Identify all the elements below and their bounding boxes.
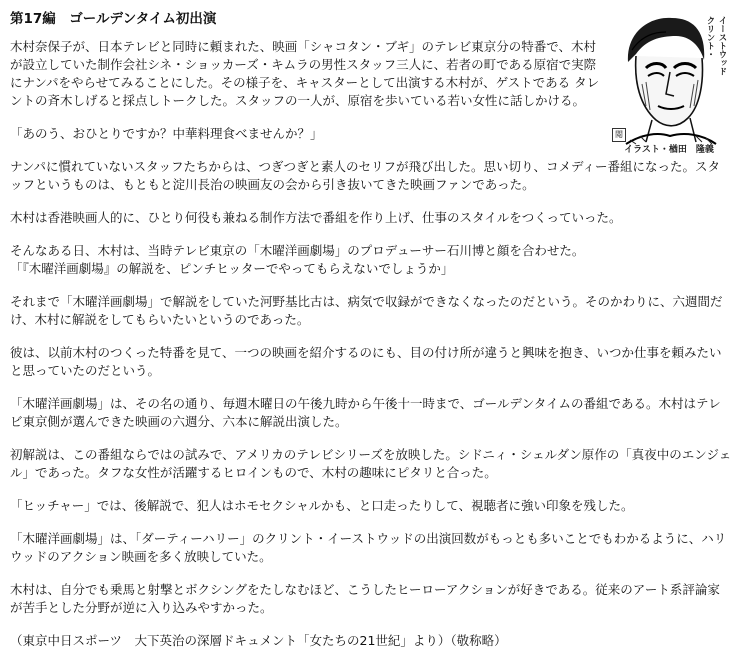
paragraph: 木村は、自分でも乗馬と射撃とボクシングをたしなむほど、こうしたヒーローアクションが好きである。従来のアート系評論家が苦手とした分野が逆に入り込みやすかった。 [10,582,720,615]
paragraph: それまで「木曜洋画劇場」で解説をしていた河野基比古は、病気で収録ができなくなったのだという。そのかわりに、六週間だけ、木村に解説をしてもらいたいというのであった。 [10,294,723,327]
illustration-label-line1: クリント・ [705,16,715,59]
paragraph: そんなある日、木村は、当時テレビ東京の「木曜洋画劇場」のプロデューサー石川博と顔を合わせた。 「『木曜洋画劇場』の解説を、ピンチヒッターでやってもらえないでしょうか」 [10,243,585,276]
paragraph: 彼は、以前木村のつくった特番を見て、一つの映画を紹介するのにも、目の付け所が違うと興味を抱き、いつか仕事を頼みたいと思っていたのだという。 [10,345,722,378]
paragraph: 「木曜洋画劇場」は、「ダーティーハリー」のクリント・イーストウッドの出演回数がもっとも多いことでもわかるように、ハリウッドのアクション映画を多く放映していた。 [10,531,727,564]
paragraph: 木村奈保子が、日本テレビと同時に頼まれた、映画「シャコタン・ブギ」のテレビ東京分の特番で、木村が設立していた制作会社シネ・ショッカーズ・キムラの男性スタッフ三人に、若者の町である原宿で実際にナンパをやらせてみることにした。その様子を、キャスターとして出演する木村が、ゲストである タレントの斉木しげると採点しトークした。スタッフの一人が、原宿を歩いている若い女性に話しかける。 [10,39,600,108]
illustration-caption: イラスト・楢田 隆義 [624,145,714,155]
paragraph: ナンパに慣れていないスタッフたちからは、つぎつぎと素人のセリフが飛び出した。思い切り、コメディー番組になった。スタッフというものは、もともと淀川長治の映画友の会から引き抜いてきた映画ファンであった。 [10,159,721,192]
paragraph: 「あのう、おひとりですか？中華料理食べませんか？」 [10,126,323,141]
portrait-illustration [606,10,732,156]
article [10,10,732,665]
paragraph: 初解説は、この番組ならではの試みで、アメリカのテレビシリーズを放映した。シドニィ・シェルダン原作の「真夜中のエンジェル」であった。タフな女性が活躍するヒロインもので、木村の趣味にピタリと合った。 [10,447,732,480]
paragraph: 「ヒッチャー」では、後解説で、犯人はホモセクシャルかも、と口走ったりして、視聴者に強い印象を残した。 [10,498,634,513]
illustration-label-line2: イーストウッド [717,16,727,76]
paragraph: 「木曜洋画劇場」は、その名の通り、毎週木曜日の午後九時から午後十一時まで、ゴールデンタイムの番組である。木村はテレビ東京側が選んできた映画の六週分、六本に解説出演した。 [10,396,721,429]
source-credit: （東京中日スポーツ 大下英治の深層ドキュメント「女たちの21世紀」より）（敬称略） [10,633,507,648]
artist-seal: 閲 [612,128,626,142]
paragraph: 木村は香港映画人的に、ひとり何役も兼ねる制作方法で番組を作り上げ、仕事のスタイルをつくっていった。 [10,210,622,225]
article-title: 第17編 ゴールデンタイム初出演 [10,11,217,27]
